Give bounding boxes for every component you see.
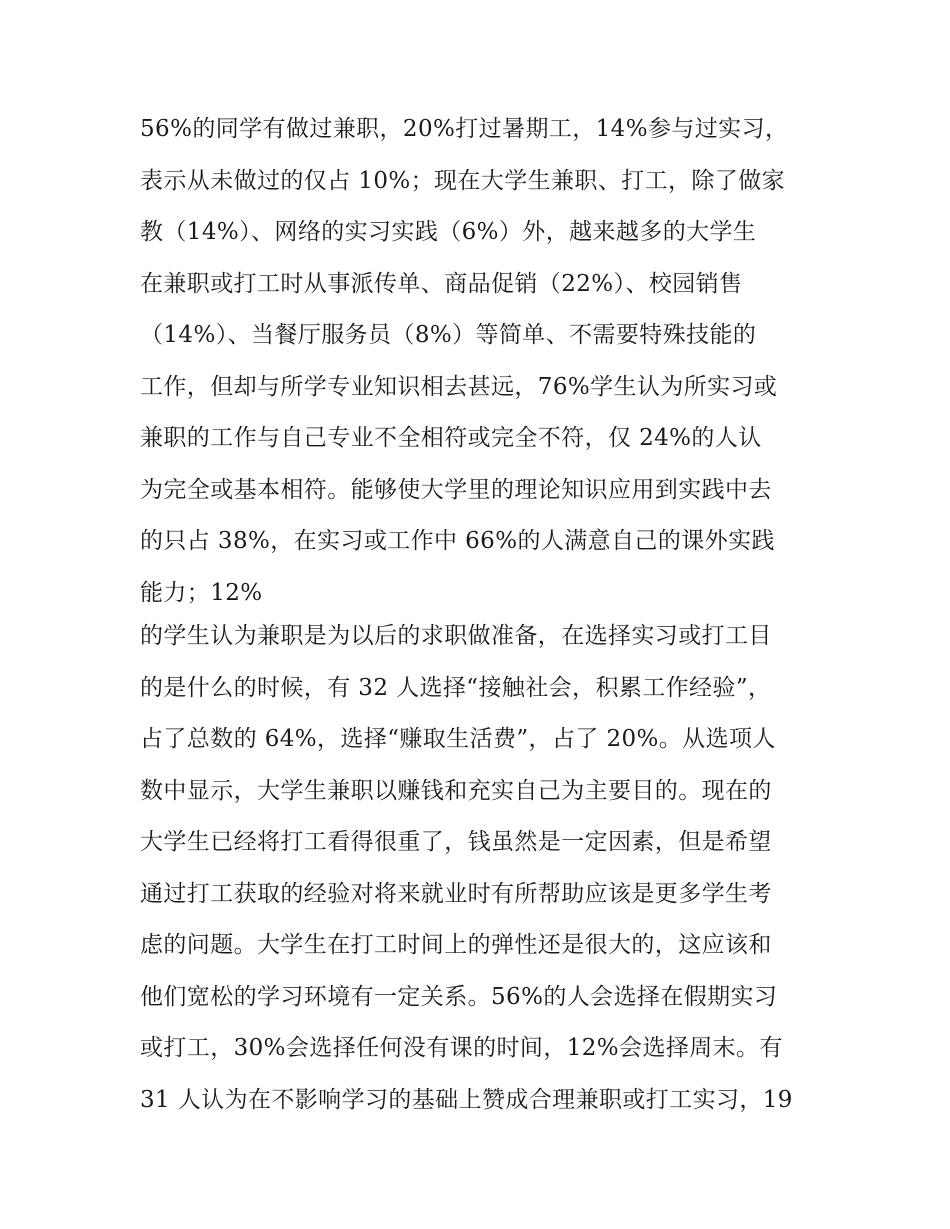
text-line: 56%的同学有做过兼职，20%打过暑期工，14%参与过实习， xyxy=(140,116,789,142)
text-line: 31 人认为在不影响学习的基础上赞成合理兼职或打工实习，19 xyxy=(140,1086,793,1113)
text-line: 占了总数的 64%，选择“赚取生活费”，占了 20%。从选项人 xyxy=(140,726,776,752)
text-line: 或打工，30%会选择任何没有课的时间，12%会选择周末。有 xyxy=(140,1035,783,1061)
paragraph-1 xyxy=(140,104,820,619)
text-line: 通过打工获取的经验对将来就业时有所帮助应该是更多学生考 xyxy=(140,880,772,907)
paragraph-2 xyxy=(140,611,820,1126)
text-line: 在兼职或打工时从事派传单、商品促销（22%）、校园销售 xyxy=(140,270,743,297)
text-line: 表示从未做过的仅占 10%；现在大学生兼职、打工，除了做家 xyxy=(140,167,786,194)
text-line: 教（14%）、网络的实习实践（6%）外，越来越多的大学生 xyxy=(140,219,757,245)
text-line: 为完全或基本相符。能够使大学里的理论知识应用到实践中去 xyxy=(140,476,772,503)
text-line: 兼职的工作与自己专业不全相符或完全不符，仅 24%的人认 xyxy=(140,425,762,451)
text-line: 的是什么的时候，有 32 人选择“接触社会，积累工作经验”， xyxy=(140,674,772,701)
text-line: 数中显示，大学生兼职以赚钱和充实自己为主要目的。现在的 xyxy=(140,777,772,804)
text-line: 的只占 38%，在实习或工作中 66%的人满意自己的课外实践 xyxy=(140,528,775,554)
text-line: 他们宽松的学习环境有一定关系。56%的人会选择在假期实习 xyxy=(140,983,778,1010)
text-line: 虑的问题。大学生在打工时间上的弹性还是很大的，这应该和 xyxy=(140,932,772,958)
text-line: 的学生认为兼职是为以后的求职做准备，在选择实习或打工目 xyxy=(140,623,772,649)
text-line: 能力；12% xyxy=(140,579,263,606)
text-line: （14%）、当餐厅服务员（8%）等简单、不需要特殊技能的 xyxy=(140,322,757,348)
text-line: 工作，但却与所学专业知识相去甚远，76%学生认为所实习或 xyxy=(140,373,778,400)
text-line: 大学生已经将打工看得很重了，钱虽然是一定因素，但是希望 xyxy=(140,829,772,855)
